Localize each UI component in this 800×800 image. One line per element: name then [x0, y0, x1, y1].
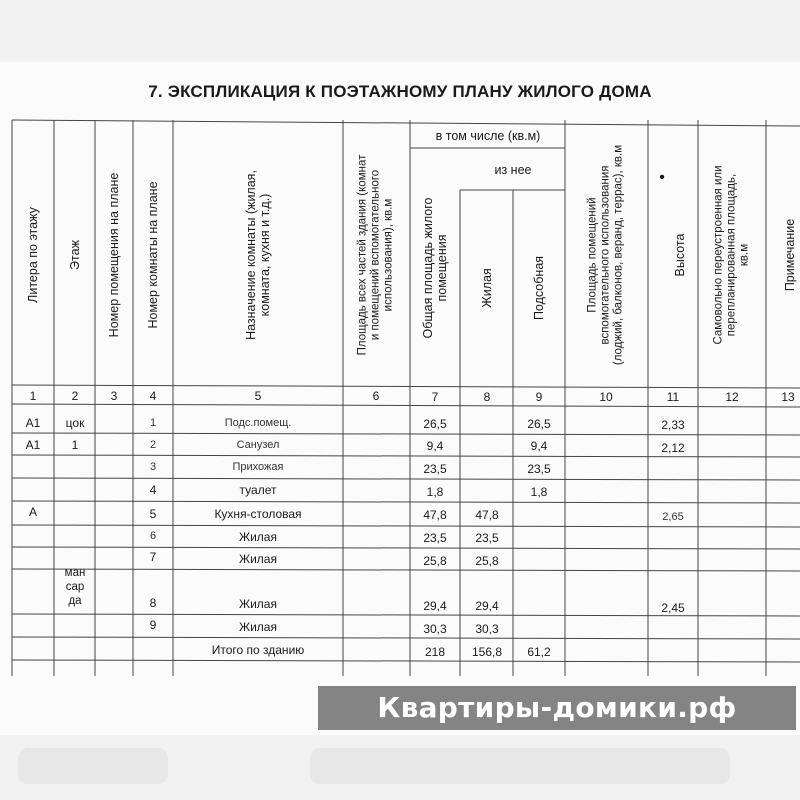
table-cell-aux: 1,8 — [530, 485, 548, 499]
header-floor: Этаж — [68, 240, 82, 270]
table-cell-living: 30,3 — [475, 622, 499, 636]
table-cell-total: 25,8 — [423, 554, 447, 568]
column-number: 6 — [372, 389, 380, 403]
header-room-purpose: Назначение комнаты (жилая, комната, кухня и т.д.) — [244, 170, 272, 340]
table-cell-room: 7 — [149, 550, 157, 564]
table-cell-aux: 9,4 — [530, 439, 548, 453]
table-cell-room: 8 — [149, 596, 157, 610]
column-number: 10 — [599, 390, 613, 404]
column-number: 9 — [535, 390, 543, 404]
column-number: 3 — [110, 389, 118, 403]
header-unauthorized-area: Самовольно переустроенная или перепланированная площадь, кв.м — [712, 165, 751, 345]
table-cell-total: 30,3 — [423, 622, 447, 636]
table-cell-purpose: Жилая — [239, 620, 277, 634]
table-cell-room: 9 — [149, 618, 157, 632]
table-total-aux: 61,2 — [527, 645, 551, 659]
column-number: 2 — [71, 389, 79, 403]
table-cell-height: 2,33 — [661, 418, 685, 432]
table-cell-height: 2,65 — [662, 511, 684, 523]
column-number: 11 — [666, 390, 680, 404]
table-total-living: 156,8 — [471, 645, 503, 659]
table-cell-total: 26,5 — [423, 417, 447, 431]
header-subgroup-of-which: из нее — [494, 163, 532, 177]
table-cell-purpose: Санузел — [236, 439, 280, 451]
header-premise-number: Номер помещения на плане — [107, 172, 121, 338]
header-height-mark: • — [659, 169, 665, 186]
header-note: Примечание — [783, 218, 797, 292]
header-auxiliary-use-area: Площадь помещений вспомогательного использования (лоджий, балконов, веранд, террас), кв.м — [586, 144, 625, 366]
table-cell-room: 5 — [149, 507, 157, 521]
table-cell-total: 29,4 — [423, 599, 447, 613]
header-auxiliary-area: Подсобная — [532, 255, 546, 321]
column-number: 1 — [29, 389, 37, 403]
table-cell-room: 4 — [149, 483, 157, 497]
table-cell-litera: А — [28, 505, 38, 519]
table-cell-floor: цок — [65, 416, 85, 430]
table-cell-purpose: Прихожая — [232, 461, 284, 473]
table-cell-total: 23,5 — [423, 531, 447, 545]
table-cell-purpose: Жилая — [239, 552, 277, 566]
column-number: 13 — [781, 390, 795, 404]
header-litera: Литера по этажу — [26, 207, 40, 303]
table-cell-litera: А1 — [25, 416, 41, 430]
header-living-area: Жилая — [480, 268, 494, 308]
table-cell-total: 47,8 — [423, 508, 447, 522]
table-total-total: 218 — [424, 645, 446, 659]
column-number: 12 — [725, 390, 739, 404]
document-title: 7. ЭКСПЛИКАЦИЯ К ПОЭТАЖНОМУ ПЛАНУ ЖИЛОГО ДОМА — [148, 82, 652, 101]
table-total-label: Итого по зданию — [211, 643, 305, 657]
table-cell-living: 29,4 — [475, 599, 499, 613]
table-cell-purpose: туалет — [239, 483, 277, 497]
table-cell-litera: А1 — [25, 438, 41, 452]
table-cell-living: 25,8 — [475, 554, 499, 568]
site-watermark: Квартиры-домики.рф — [318, 686, 796, 730]
table-cell-room: 1 — [149, 417, 157, 429]
table-cell-floor: 1 — [71, 438, 79, 452]
header-total-area-all-parts: Площадь всех частей здания (комнат и помещений вспомогательного использования), кв.м — [356, 154, 395, 356]
column-number: 4 — [149, 389, 157, 403]
table-cell-room: 6 — [149, 530, 157, 542]
header-room-number: Номер комнаты на плане — [146, 181, 160, 329]
table-cell-total: 1,8 — [426, 485, 444, 499]
table-cell-purpose: Кухня-столовая — [214, 507, 302, 521]
table-cell-room: 2 — [149, 439, 157, 451]
table-cell-aux: 23,5 — [527, 462, 551, 476]
table-cell-room: 3 — [149, 461, 157, 473]
table-cell-height: 2,45 — [661, 601, 685, 615]
header-height: Высота — [673, 233, 687, 277]
table-cell-purpose: Жилая — [239, 597, 277, 611]
table-cell-total: 9,4 — [426, 439, 444, 453]
table-cell-floor-attic: ман сар да — [64, 567, 86, 607]
column-number: 7 — [431, 390, 439, 404]
header-total-living-space: Общая площадь жилого помещения — [421, 197, 449, 339]
column-number: 8 — [483, 390, 491, 404]
table-cell-living: 23,5 — [475, 531, 499, 545]
table-cell-aux: 26,5 — [527, 417, 551, 431]
table-cell-living: 47,8 — [475, 508, 499, 522]
column-number: 5 — [254, 389, 262, 403]
table-cell-height: 2,12 — [661, 441, 685, 455]
table-cell-total: 23,5 — [423, 462, 447, 476]
table-cell-purpose: Подс.помещ. — [224, 417, 292, 429]
table-cell-purpose: Жилая — [239, 530, 277, 544]
header-group-including: в том числе (кв.м) — [435, 129, 541, 143]
